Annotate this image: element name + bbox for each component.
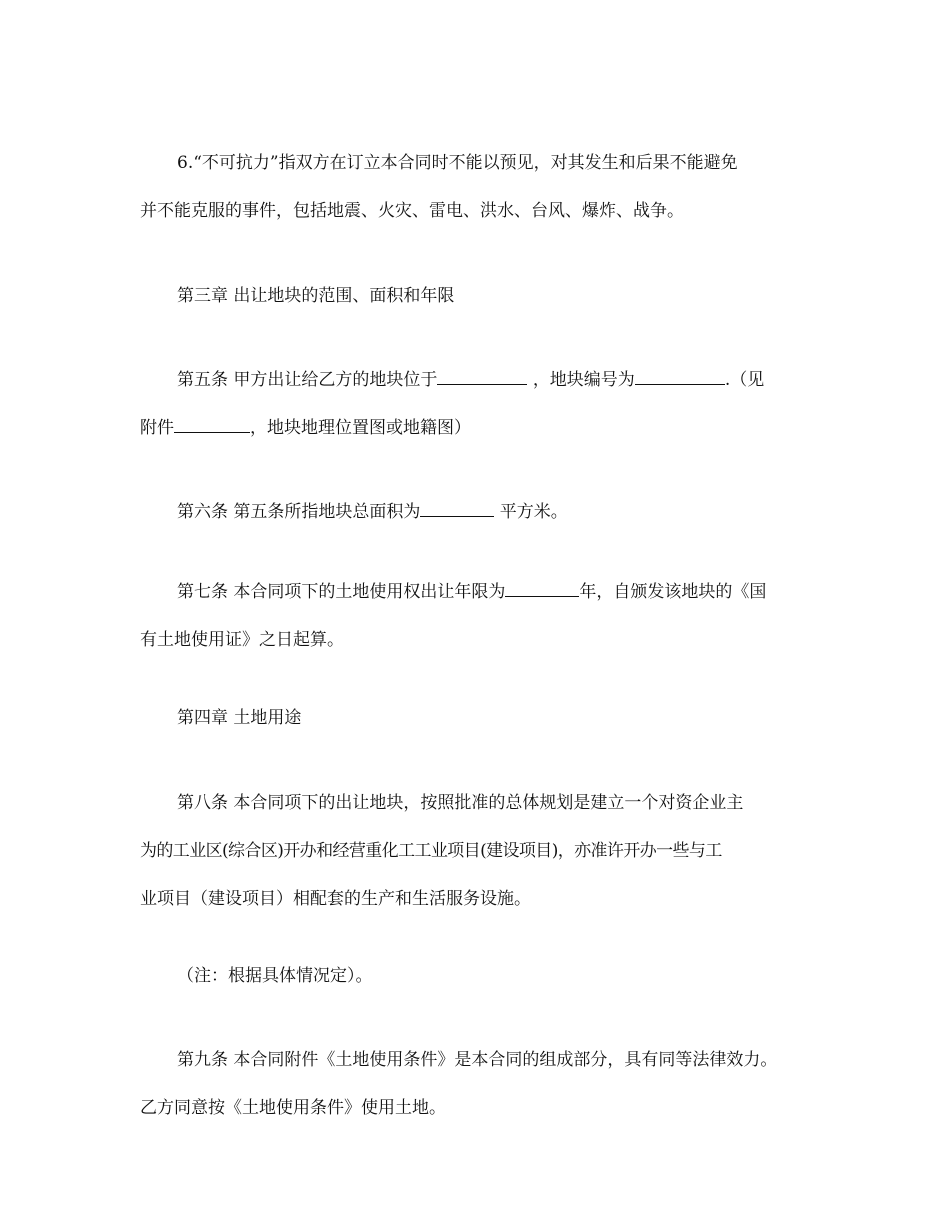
force-majeure-definition [140, 139, 816, 235]
text-line: 6.“不可抗力”指双方在订立本合同时不能以预见，对其发生和后果不能避免 [177, 153, 738, 173]
text-line: 业项目（建设项目）相配套的生产和生活服务设施。 [140, 889, 531, 909]
parcel-number-blank [635, 370, 725, 385]
chapter-3-heading: 第三章 出让地块的范围、面积和年限 [177, 286, 455, 306]
text-line: 附件 ，地块地理位置图或地籍图） [140, 418, 471, 438]
text-line: 有土地使用证》之日起算。 [140, 630, 344, 650]
text-line: 第五条 甲方出让给乙方的地块位于 ，地块编号为 .（见 [177, 370, 765, 390]
text-line: 第八条 本合同项下的出让地块，按照批准的总体规划是建立一个对资企业主 [177, 793, 744, 813]
annex-number-blank [174, 418, 250, 433]
note: （注：根据具体情况定）。 [177, 966, 373, 986]
area-blank [420, 502, 494, 517]
text-line: 并不能克服的事件，包括地震、火灾、雷电、洪水、台风、爆炸、战争。 [140, 201, 684, 221]
article-6: 第六条 第五条所指地块总面积为 平方米。 [177, 502, 568, 522]
text-line: 为的工业区(综合区)开办和经营重化工工业项目(建设项目)，亦准许开办一些与工 [140, 841, 722, 861]
article-8 [140, 779, 816, 923]
chapter-4-heading: 第四章 土地用途 [177, 708, 302, 728]
term-years-blank [505, 582, 579, 597]
article-9 [140, 1036, 816, 1132]
article-7 [140, 568, 816, 664]
article-5 [140, 356, 816, 452]
text-line: 第九条 本合同附件《土地使用条件》是本合同的组成部分，具有同等法律效力。 [177, 1050, 778, 1070]
location-blank [437, 370, 527, 385]
text-line: 第七条 本合同项下的土地使用权出让年限为 年，自颁发该地块的《国 [177, 582, 767, 602]
text-line: 乙方同意按《土地使用条件》使用土地。 [140, 1098, 446, 1118]
